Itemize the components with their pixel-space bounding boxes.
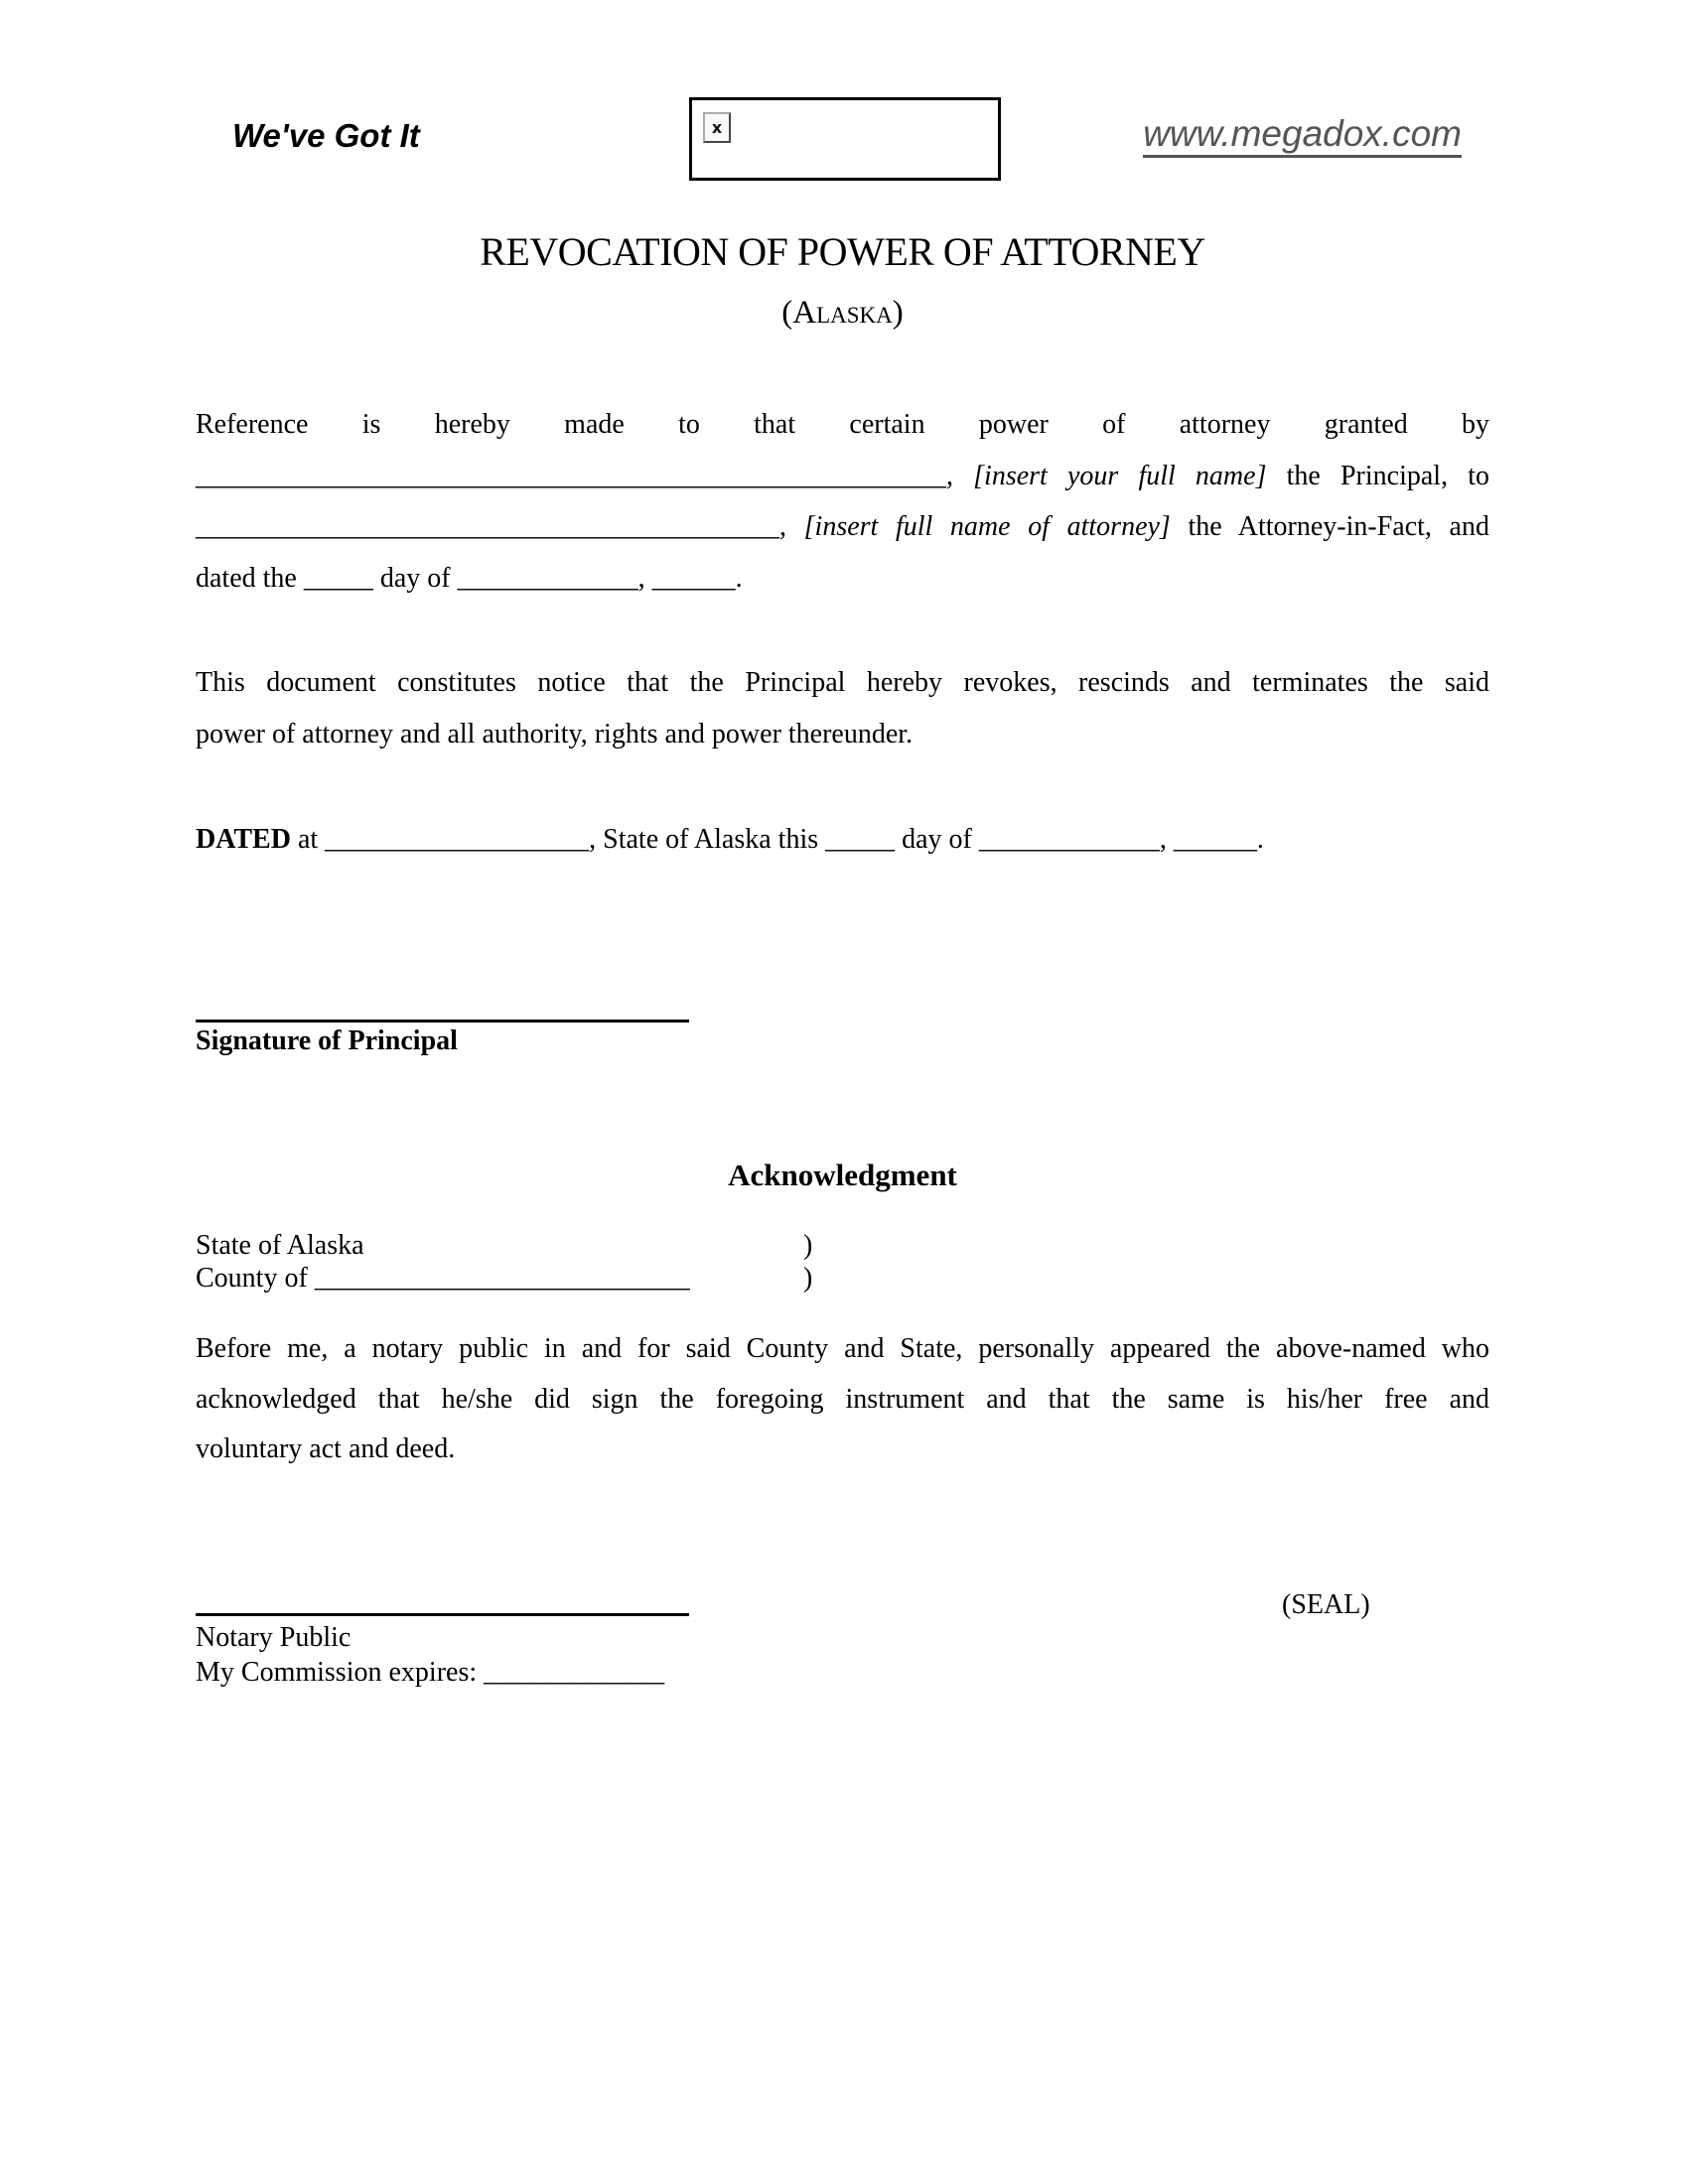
broken-image-glyph: x [711, 118, 723, 137]
seal-label: (SEAL) [1282, 1589, 1370, 1620]
document-title: REVOCATION OF POWER OF ATTORNEY [480, 229, 1205, 274]
venue-paren: ) [803, 1263, 813, 1294]
venue-block [196, 1229, 1489, 1295]
separator: , [779, 511, 804, 542]
county-label: County of [196, 1263, 315, 1294]
county-blank: ___________________________ [314, 1263, 690, 1294]
paragraph-line: acknowledged that he/she did sign the foregoing instrument and that the same is his/her free and [196, 1383, 1489, 1415]
state-text: State of Alaska [196, 1230, 364, 1261]
principal-signature-label: Signature of Principal [196, 1025, 458, 1056]
paragraph-line: Before me, a notary public in and for said County and State, personally appeared the above-named who [196, 1333, 1489, 1364]
paragraph-text: the Principal, to [1266, 460, 1490, 491]
county-line [196, 1262, 1489, 1295]
notary-signature-line [196, 1586, 689, 1616]
website-link[interactable] [1143, 113, 1462, 155]
paragraph-line [196, 501, 1489, 553]
document-subtitle: (Alaska) [781, 295, 904, 331]
website-url-text[interactable]: www.megadox.com [1143, 113, 1462, 158]
revocation-paragraph [196, 657, 1489, 759]
insert-attorney-name-hint: [insert full name of attorney] [803, 511, 1171, 542]
paragraph-line: This document constitutes notice that the Principal hereby revokes, rescinds and terminates the said [196, 667, 1489, 698]
broken-image-icon [703, 112, 731, 143]
state-line [196, 1229, 1489, 1262]
commission-expiry-line [196, 1657, 664, 1689]
separator: , [946, 460, 974, 491]
principal-name-blank: ______________________________________________________ [196, 460, 946, 491]
brand-tagline: We've Got It [232, 117, 420, 154]
attorney-name-blank: __________________________________________ [196, 511, 779, 542]
notary-statement-paragraph [196, 1324, 1489, 1475]
paragraph-line: power of attorney and all authority, rights and power thereunder. [196, 718, 914, 750]
paragraph-text: the Attorney-in-Fact, and [1170, 511, 1489, 542]
principal-signature-line [196, 993, 689, 1023]
commission-blank: _____________ [484, 1657, 665, 1688]
insert-your-full-name-hint: [insert your full name] [973, 460, 1267, 491]
broken-image-placeholder [689, 97, 1001, 181]
acknowledgment-heading: Acknowledgment [728, 1158, 957, 1192]
dated-the-blank-line: dated the _____ day of _____________, ______. [196, 562, 743, 594]
dated-label: DATED [196, 824, 291, 855]
paragraph-line: Reference is hereby made to that certain power of attorney granted by [196, 409, 1489, 440]
dated-at-line [196, 814, 1264, 866]
notary-public-label: Notary Public [196, 1622, 352, 1653]
reference-paragraph [196, 399, 1489, 604]
dated-rest: at ___________________, State of Alaska this _____ day of _____________, ______. [290, 824, 1264, 855]
venue-paren: ) [803, 1230, 813, 1261]
paragraph-line [196, 451, 1489, 502]
paragraph-line: voluntary act and deed. [196, 1433, 456, 1464]
commission-label: My Commission expires: [196, 1657, 485, 1688]
